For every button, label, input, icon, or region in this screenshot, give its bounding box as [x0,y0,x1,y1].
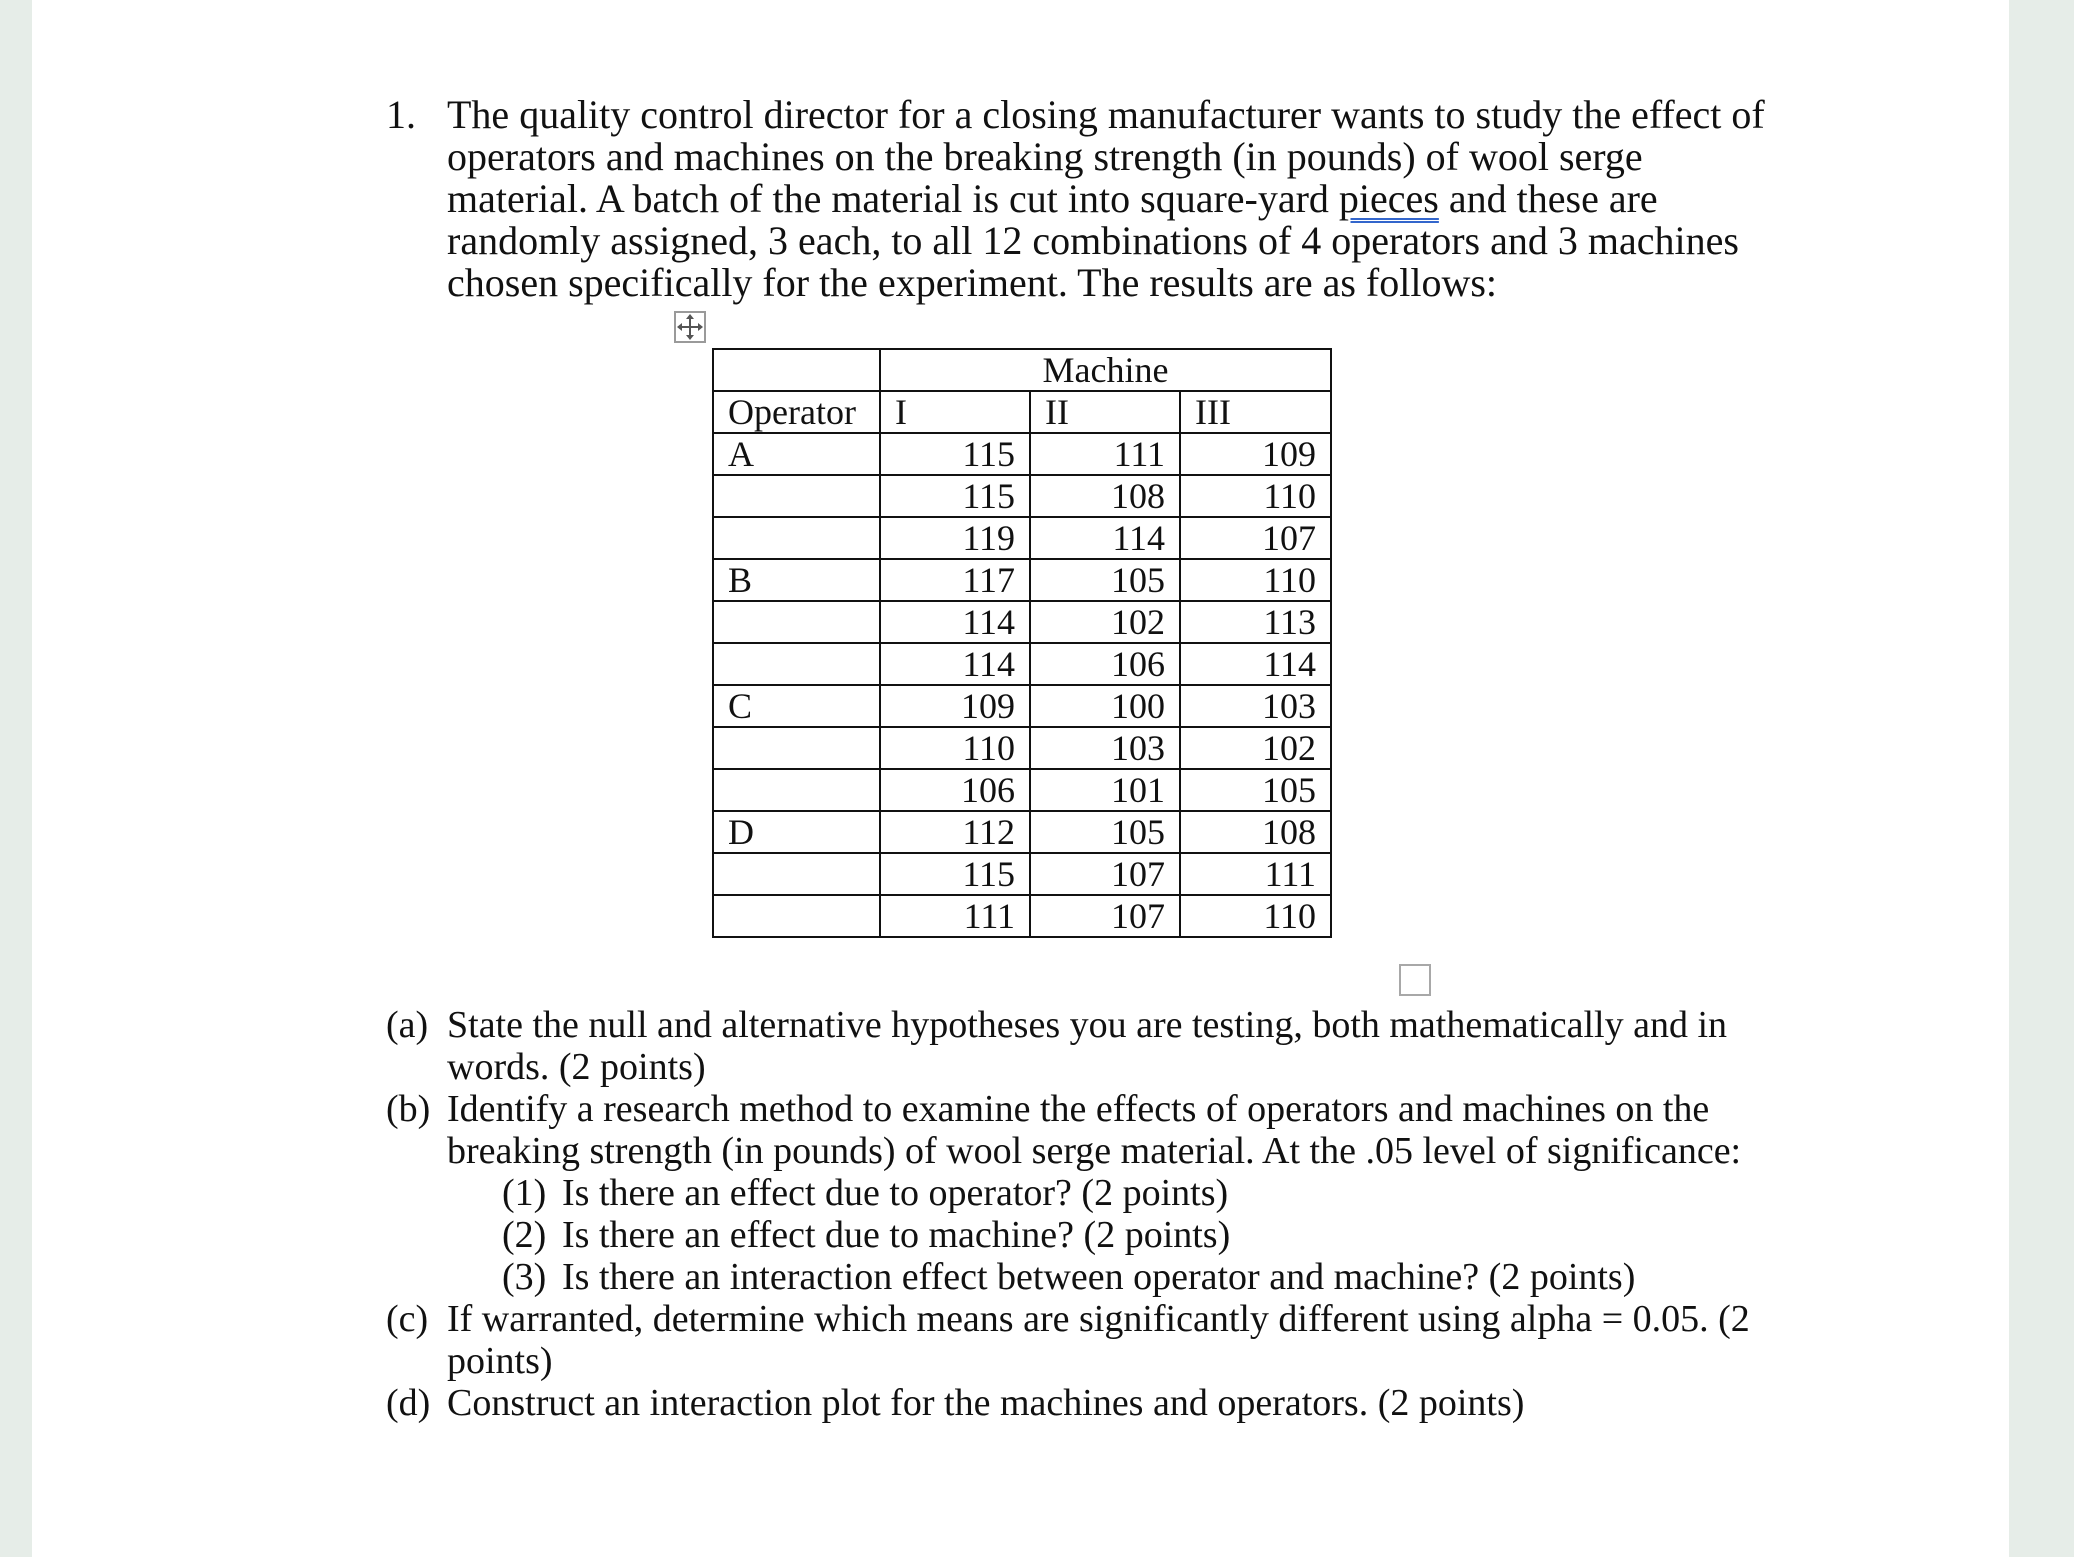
part-a-text: State the null and alternative hypotheses you are testing, both mathematically and in words. (2 points) [447,1004,1728,1088]
part-b-sub-1-text: Is there an effect due to operator? (2 points) [562,1172,1229,1214]
part-b-sub-1-mark: (1) [502,1172,547,1214]
strength-value-cell: 110 [1180,559,1331,601]
operator-cell: D [713,811,880,853]
part-d-mark: (d) [386,1382,431,1424]
strength-value-cell: 102 [1180,727,1331,769]
part-c-text: If warranted, determine which means are significantly different using alpha = 0.05. (2 points) [447,1298,1750,1382]
strength-value-cell: 105 [1180,769,1331,811]
machine-label-ii: II [1030,391,1180,433]
strength-value-cell: 109 [880,685,1030,727]
operator-cell: B [713,559,880,601]
strength-value-cell: 106 [880,769,1030,811]
table-row [713,895,1331,937]
table-row [713,559,1331,601]
part-a [386,1004,1806,1088]
strength-value-cell: 101 [1030,769,1180,811]
strength-value-cell: 106 [1030,643,1180,685]
part-b-text: Identify a research method to examine the effects of operators and machines on the breaking strength (in pounds) of wool serge material. At the .05 level of significance: [447,1088,1742,1172]
strength-value-cell: 107 [1030,895,1180,937]
table-row [713,643,1331,685]
part-c-mark: (c) [386,1298,429,1340]
strength-value-cell: 107 [1030,853,1180,895]
strength-value-cell: 108 [1180,811,1331,853]
strength-value-cell: 114 [1030,517,1180,559]
document-page [32,0,2009,1557]
table-row [713,769,1331,811]
strength-value-cell: 114 [880,601,1030,643]
spellcheck-underlined-word[interactable]: pieces [1338,176,1439,221]
strength-value-cell: 103 [1030,727,1180,769]
table-row [713,433,1331,475]
part-b-sub-2-text: Is there an effect due to machine? (2 points) [562,1214,1231,1256]
strength-value-cell: 109 [1180,433,1331,475]
operator-cell [713,601,880,643]
part-d-text: Construct an interaction plot for the machines and operators. (2 points) [447,1382,1525,1424]
table-row [713,685,1331,727]
strength-value-cell: 111 [1180,853,1331,895]
table-row [713,601,1331,643]
question-parts [386,1004,1806,1424]
question-text-end: and these are randomly assigned, 3 each, to all 12 combinations of 4 operators and 3 machines chosen specifically for the experiment. The results are as follows: [447,176,1739,305]
part-b [386,1088,1806,1172]
operator-cell [713,853,880,895]
strength-value-cell: 105 [1030,559,1180,601]
table-row [713,811,1331,853]
part-b-sub-3-text: Is there an interaction effect between operator and machine? (2 points) [562,1256,1636,1298]
breaking-strength-table [712,348,1332,938]
operator-cell [713,643,880,685]
operator-cell: A [713,433,880,475]
part-b-sub-3 [502,1256,1806,1298]
strength-value-cell: 115 [880,853,1030,895]
strength-value-cell: 107 [1180,517,1331,559]
strength-value-cell: 110 [1180,475,1331,517]
move-arrows-glyph [676,313,704,341]
part-b-sub-2 [502,1214,1806,1256]
strength-value-cell: 114 [1180,643,1331,685]
operator-cell [713,475,880,517]
strength-value-cell: 102 [1030,601,1180,643]
strength-value-cell: 110 [1180,895,1331,937]
strength-value-cell: 114 [880,643,1030,685]
part-b-sub-1 [502,1172,1806,1214]
part-a-mark: (a) [386,1004,429,1046]
strength-value-cell: 100 [1030,685,1180,727]
strength-value-cell: 111 [880,895,1030,937]
operator-column-header: Operator [713,391,880,433]
table-corner-cell [713,349,880,391]
strength-value-cell: 103 [1180,685,1331,727]
move-arrows-icon[interactable] [674,311,706,343]
part-b-sub-2-mark: (2) [502,1214,547,1256]
table-row [713,727,1331,769]
question-text [447,94,1767,304]
operator-cell [713,895,880,937]
question-number: 1. [386,92,416,137]
table-header-row-labels [713,391,1331,433]
machine-group-header: Machine [880,349,1331,391]
strength-value-cell: 115 [880,433,1030,475]
table-row [713,853,1331,895]
part-d [386,1382,1806,1424]
strength-value-cell: 117 [880,559,1030,601]
machine-label-i: I [880,391,1030,433]
strength-value-cell: 111 [1030,433,1180,475]
part-c [386,1298,1806,1382]
strength-value-cell: 115 [880,475,1030,517]
strength-value-cell: 113 [1180,601,1331,643]
part-b-mark: (b) [386,1088,431,1130]
machine-label-iii: III [1180,391,1331,433]
table-row [713,517,1331,559]
operator-cell: C [713,685,880,727]
operator-cell [713,727,880,769]
operator-cell [713,517,880,559]
strength-value-cell: 105 [1030,811,1180,853]
part-b-sub-3-mark: (3) [502,1256,547,1298]
strength-value-cell: 108 [1030,475,1180,517]
question-text-start: The quality control director for a closing manufacturer wants to study the effect of operators and machines on the breaking strength (in pounds) of wool serge material. A batch of the material is cut into square-yard [447,92,1765,221]
strength-value-cell: 110 [880,727,1030,769]
table-row [713,475,1331,517]
table-header-row-machine [713,349,1331,391]
resize-square-icon[interactable] [1399,964,1431,996]
operator-cell [713,769,880,811]
strength-value-cell: 119 [880,517,1030,559]
strength-value-cell: 112 [880,811,1030,853]
